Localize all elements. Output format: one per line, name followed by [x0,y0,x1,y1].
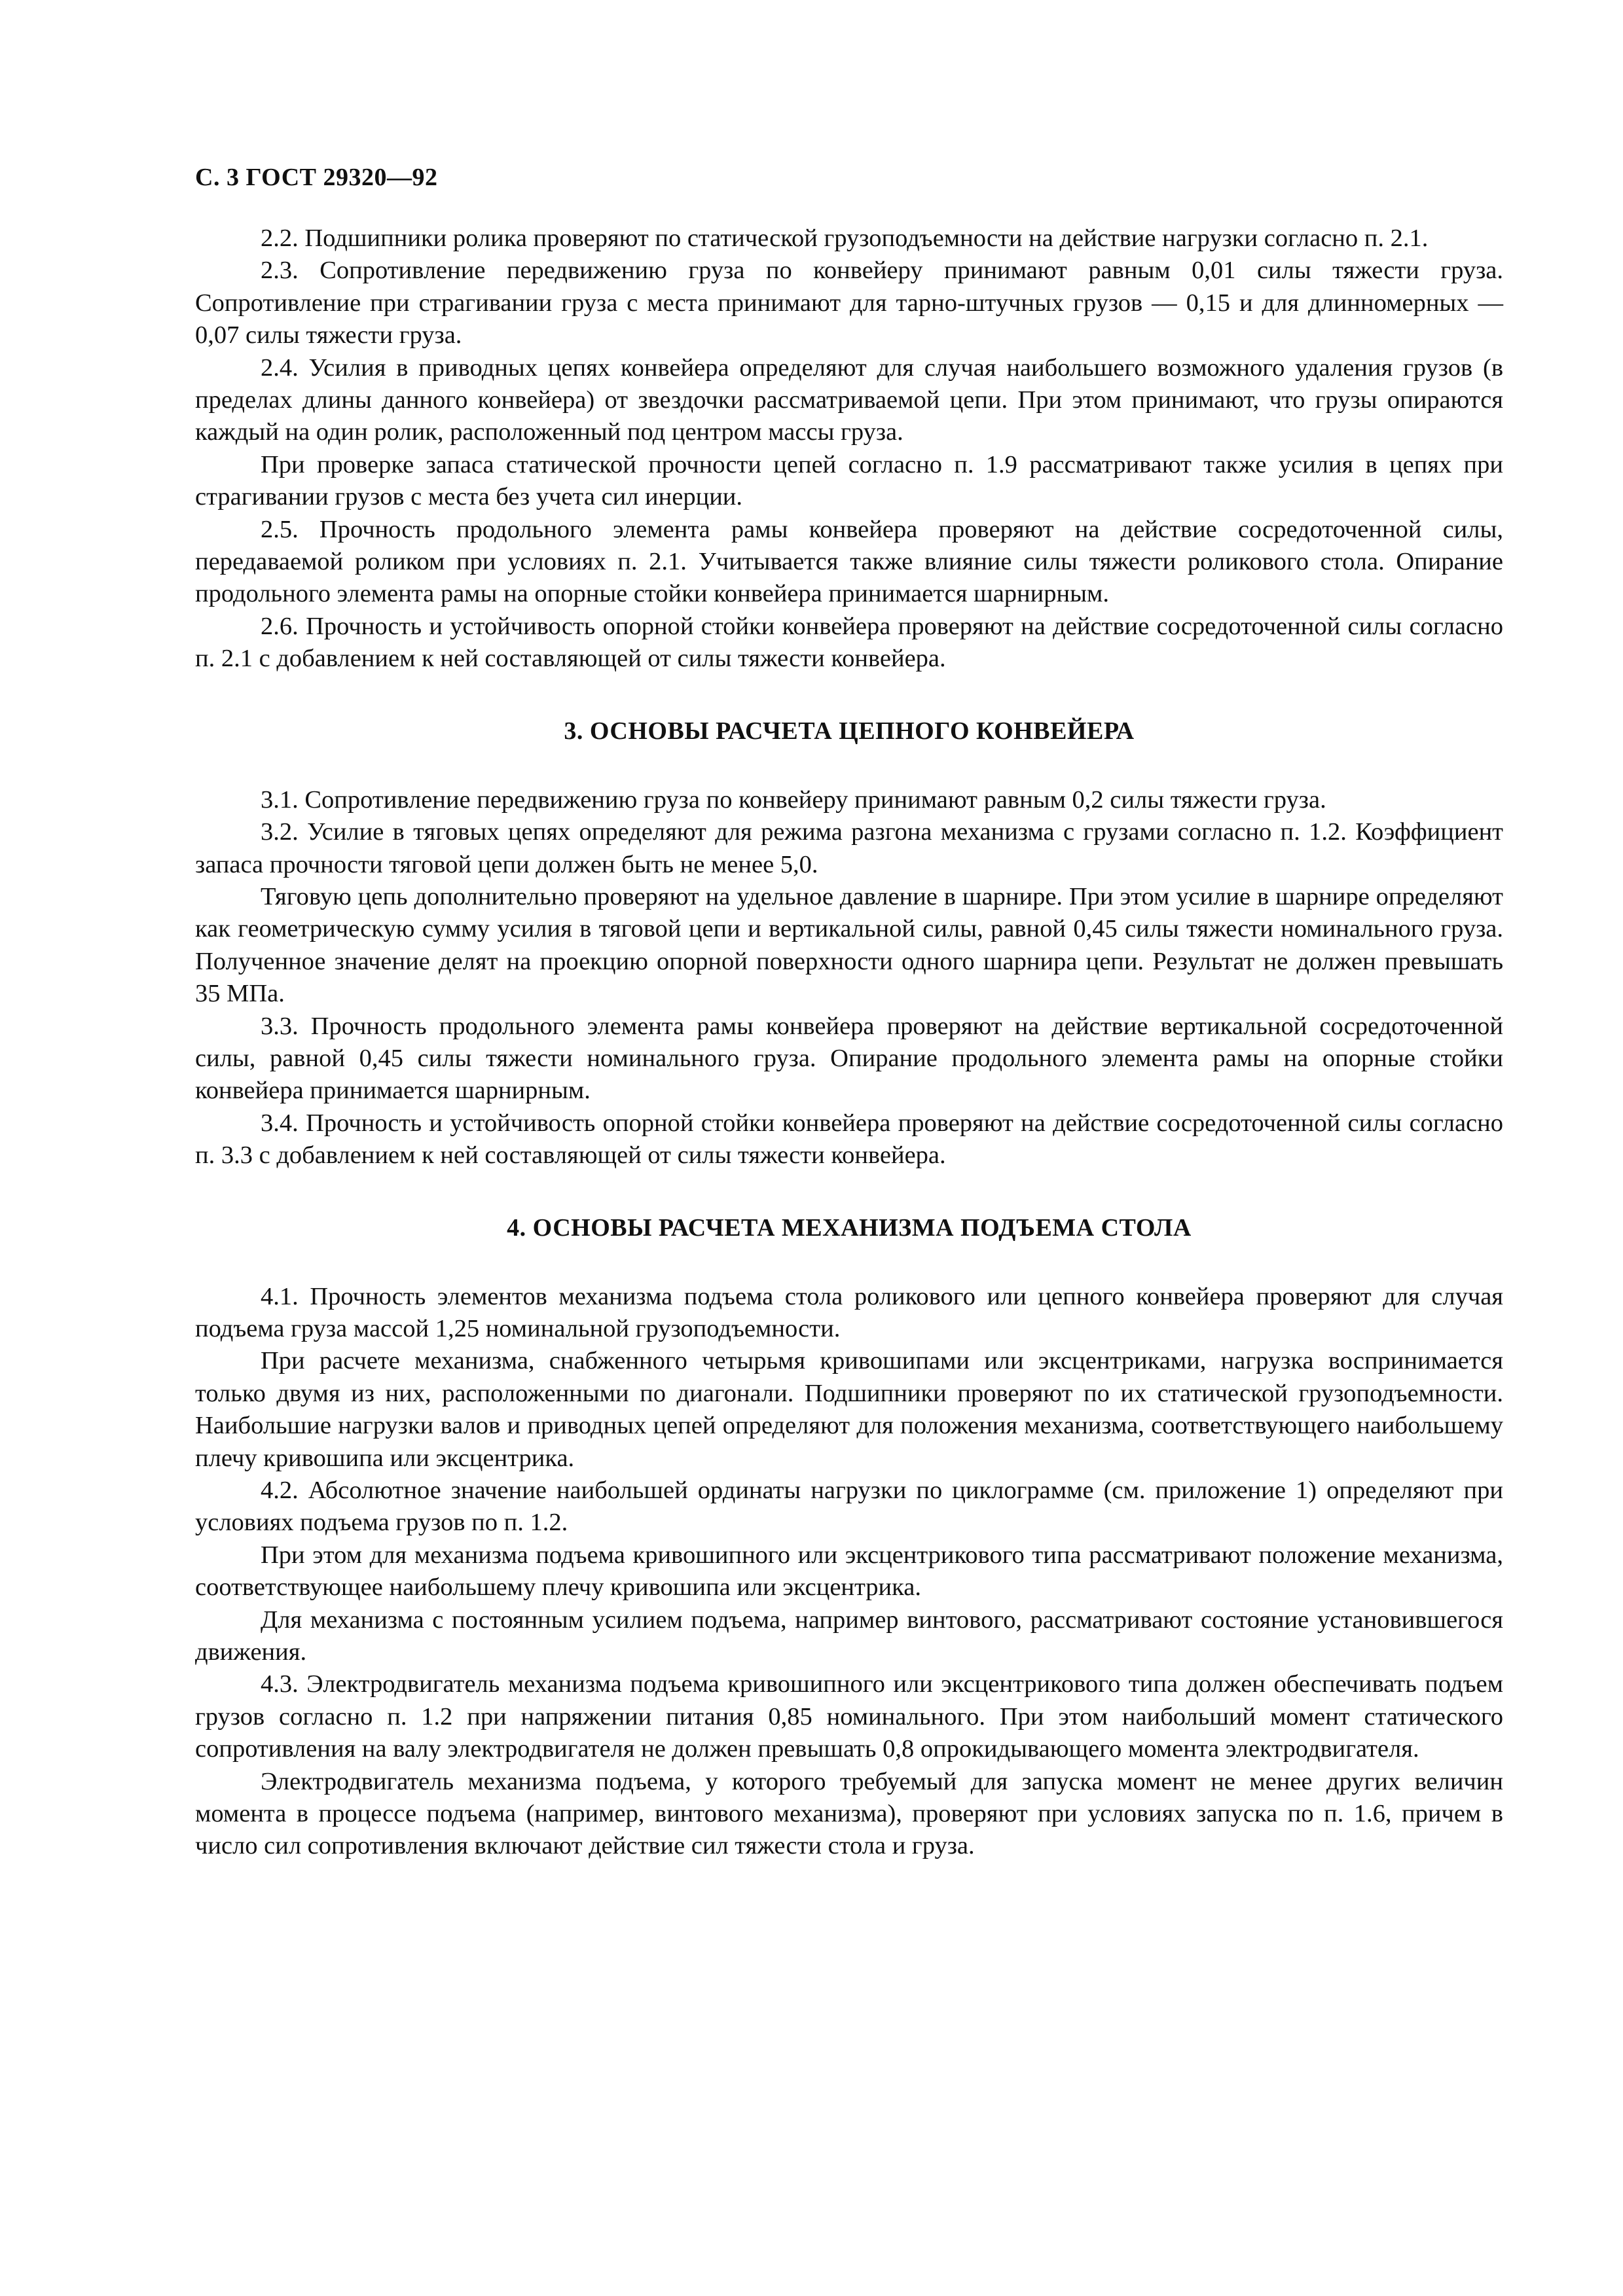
paragraph-3-3: 3.3. Прочность продольного элемента рамы конвейера проверяют на действие вертикальной сосредоточенной силы, равной 0,45 силы тяжести номинального груза. Опирание продольного элемента рамы на опорные стойки конвейера принимается шарнирным. [195,1012,1503,1105]
paragraph-3-1: 3.1. Сопротивление передвижению груза по конвейеру принимают равным 0,2 силы тяжести груза. [261,785,1326,814]
paragraph-3-4: 3.4. Прочность и устойчивость опорной стойки конвейера проверяют на действие сосредоточенной силы согласно п. 3.3 с добавлением к ней составляющей от силы тяжести конвейера. [195,1109,1503,1170]
paragraph-3-2-note: Тяговую цепь дополнительно проверяют на удельное давление в шарнире. При этом усилие в шарнире определяют как геометрическую сумму усилия в тяговой цепи и вертикальной силы, равной 0,45 силы тяжести номинального груза. Полученное значение делят на проекцию опорной поверхности одного шарнира цепи. Результат не должен превышать 35 МПа. [195,882,1503,1008]
section-4 [195,1281,1503,1863]
section-2-continued [195,223,1503,675]
paragraph-2-4: 2.4. Усилия в приводных цепях конвейера определяют для случая наибольшего возможного удаления грузов (в пределах длины данного конвейера) от звездочки рассматриваемой цепи. При этом принимают, что грузы опираются каждый на один ролик, расположенный под центром массы груза. [195,353,1503,446]
paragraph-2-4-note: При проверке запаса статической прочности цепей согласно п. 1.9 рассматривают также усилия в цепях при страгивании грузов с места без учета сил инерции. [195,450,1503,511]
running-header: С. 3 ГОСТ 29320—92 [195,164,438,191]
paragraph-3-2: 3.2. Усилие в тяговых цепях определяют для режима разгона механизма с грузами согласно п. 1.2. Коэффициент запаса прочности тяговой цепи должен быть не менее 5,0. [195,818,1503,878]
paragraph-2-2: 2.2. Подшипники ролика проверяют по статической грузоподъемности на действие нагрузки согласно п. 2.1. [261,224,1429,252]
section-3-title: 3. ОСНОВЫ РАСЧЕТА ЦЕПНОГО КОНВЕЙЕРА [564,717,1135,745]
section-3 [195,784,1503,1172]
paragraph-4-2: 4.2. Абсолютное значение наибольшей ординаты нагрузки по циклограмме (см. приложение 1) определяют при условиях подъема грузов по п. 1.2. [195,1477,1503,1537]
section-4-title: 4. ОСНОВЫ РАСЧЕТА МЕХАНИЗМА ПОДЪЕМА СТОЛА [507,1213,1192,1242]
paragraph-4-2-note-a: При этом для механизма подъема кривошипного или эксцентрикового типа рассматривают положение механизма, соответствующее наибольшему плечу кривошипа или эксцентрика. [195,1541,1503,1602]
paragraph-4-1-note: При расчете механизма, снабженного четырьмя кривошипами или эксцентриками, нагрузка воспринимается только двумя из них, расположенными по диагонали. Подшипники проверяют по их статической грузоподъемности. Наибольшие нагрузки валов и приводных цепей определяют для положения механизма, соответствующего наибольшему плечу кривошипа или эксцентрика. [195,1347,1503,1472]
paragraph-4-3: 4.3. Электродвигатель механизма подъема кривошипного или эксцентрикового типа должен обеспечивать подъем грузов согласно п. 1.2 при напряжении питания 0,85 номинального. При этом наибольший момент статического сопротивления на валу электродвигателя не должен превышать 0,8 опрокидывающего момента электродвигателя. [195,1670,1503,1763]
paragraph-2-3: 2.3. Сопротивление передвижению груза по конвейеру принимают равным 0,01 силы тяжести груза. Сопротивление при страгивании груза с места принимают для тарно-штучных грузов — 0,15 и для длинномерных — 0,07 силы тяжести груза. [195,257,1503,350]
paragraph-4-1: 4.1. Прочность элементов механизма подъема стола роликового или цепного конвейера проверяют для случая подъема груза массой 1,25 номинальной грузоподъемности. [195,1282,1503,1342]
paragraph-4-3-note: Электродвигатель механизма подъема, у которого требуемый для запуска момент не менее других величин момента в процессе подъема (например, винтового механизма), проверяют при условиях запуска по п. 1.6, причем в число сил сопротивления включают действие сил тяжести стола и груза. [195,1767,1503,1860]
document-page [195,161,1503,1863]
paragraph-4-2-note-b: Для механизма с постоянным усилием подъема, например винтового, рассматривают состояние установившегося движения. [195,1605,1503,1666]
paragraph-2-5: 2.5. Прочность продольного элемента рамы конвейера проверяют на действие сосредоточенной силы, передаваемой роликом при условиях п. 2.1. Учитывается также влияние силы тяжести роликового стола. Опирание продольного элемента рамы на опорные стойки конвейера принимается шарнирным. [195,515,1503,608]
paragraph-2-6: 2.6. Прочность и устойчивость опорной стойки конвейера проверяют на действие сосредоточенной силы согласно п. 2.1 с добавлением к ней составляющей от силы тяжести конвейера. [195,612,1503,673]
